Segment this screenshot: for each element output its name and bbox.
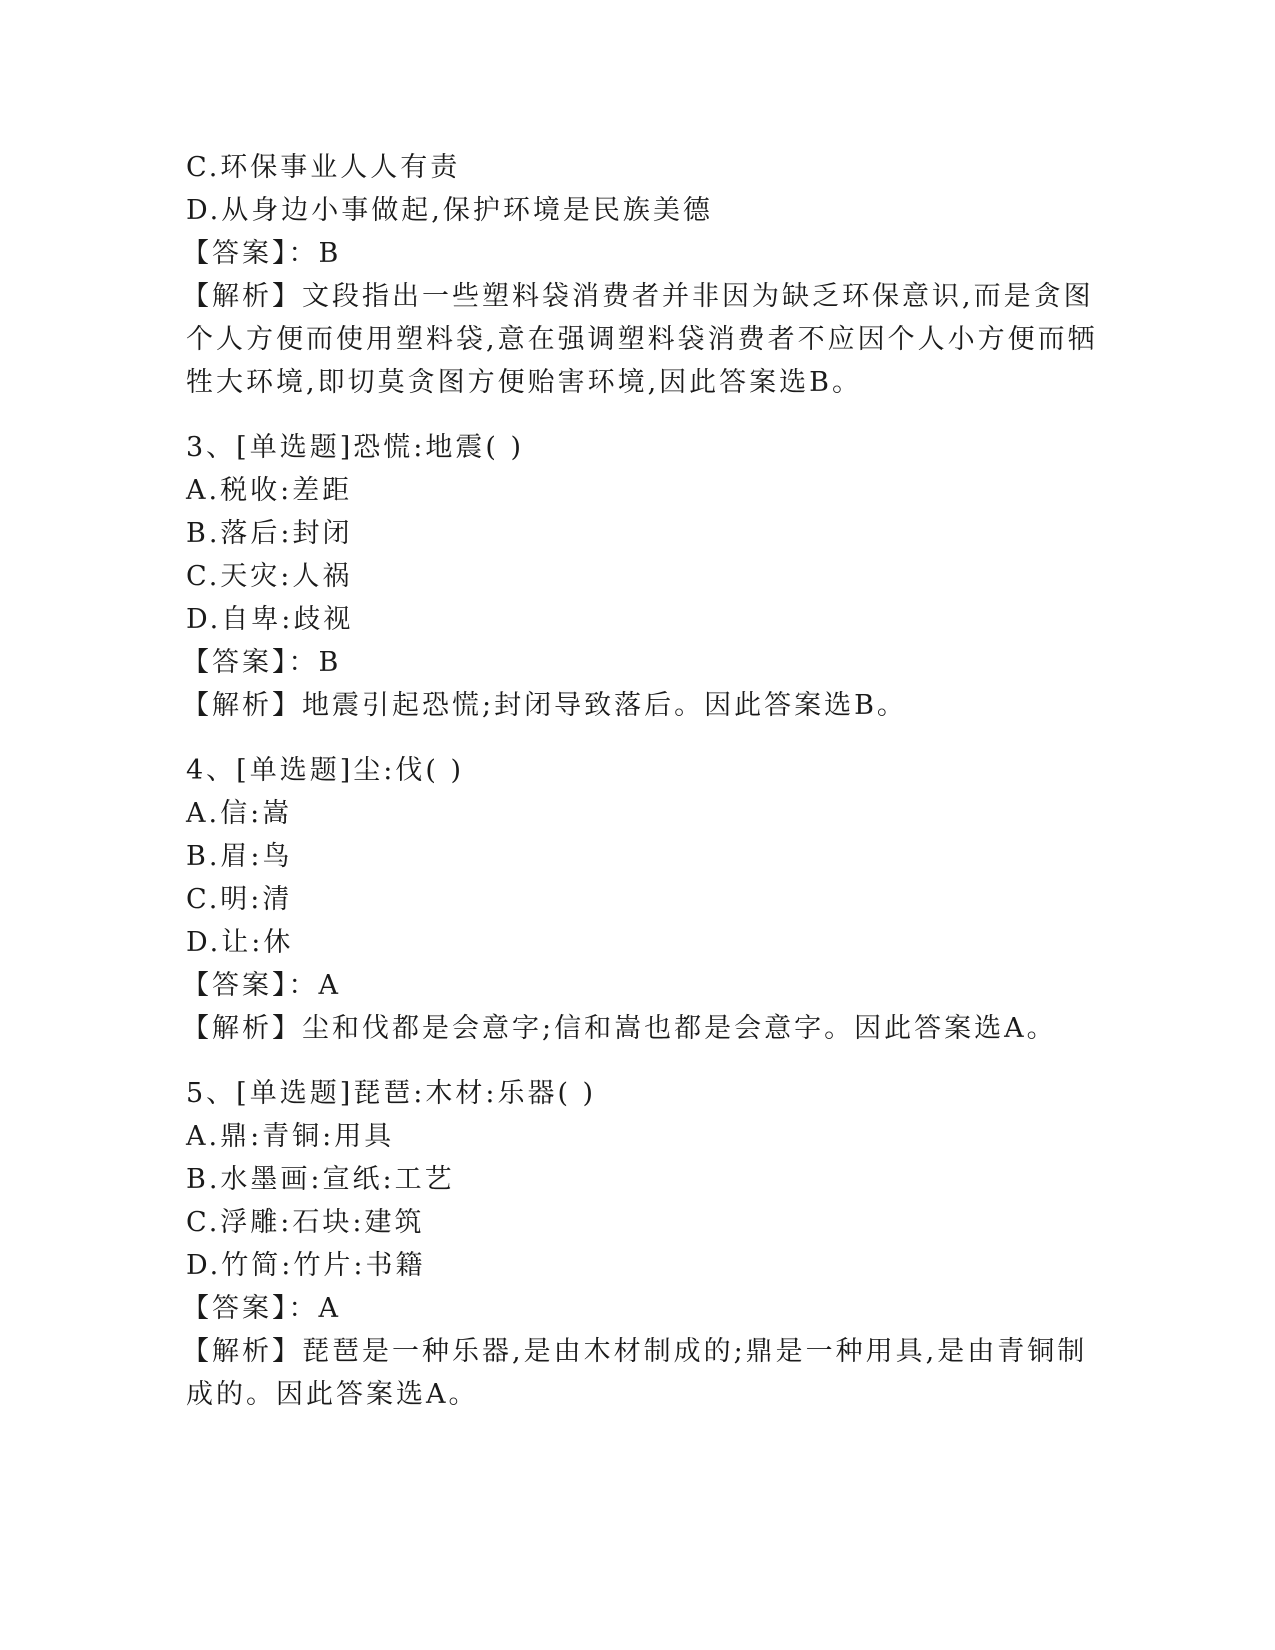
option-a: A.信:嵩 bbox=[186, 798, 293, 829]
question-5 bbox=[182, 1072, 1088, 1416]
option-c: C.浮雕:石块:建筑 bbox=[186, 1207, 425, 1238]
question-2-tail bbox=[182, 146, 1098, 404]
answer: 【答案】：A bbox=[182, 1293, 341, 1324]
spacer bbox=[186, 727, 1086, 749]
question-stem: 5、[单选题]琵琶:木材:乐器( ) bbox=[186, 1078, 597, 1109]
option-d: D.竹简:竹片:书籍 bbox=[186, 1250, 426, 1281]
analysis-line: 【解析】琵琶是一种乐器,是由木材制成的;鼎是一种用具,是由青铜制 bbox=[182, 1336, 1088, 1367]
option-b: B.落后:封闭 bbox=[186, 518, 353, 549]
analysis: 【解析】尘和伐都是会意字;信和嵩也都是会意字。因此答案选A。 bbox=[182, 1013, 1057, 1044]
analysis-line: 成的。因此答案选A。 bbox=[186, 1379, 479, 1410]
answer: 【答案】：B bbox=[182, 238, 342, 269]
option-d: D.让:休 bbox=[186, 927, 294, 958]
option-d: D.从身边小事做起,保护环境是民族美德 bbox=[186, 195, 713, 226]
analysis-line: 牲大环境,即切莫贪图方便贻害环境,因此答案选B。 bbox=[186, 367, 863, 398]
document-content bbox=[182, 146, 1098, 1416]
option-a: A.税收:差距 bbox=[186, 475, 353, 506]
option-b: B.眉:鸟 bbox=[186, 841, 293, 872]
option-c: C.环保事业人人有责 bbox=[186, 152, 461, 183]
option-c: C.天灾:人祸 bbox=[186, 561, 353, 592]
analysis-line: 【解析】文段指出一些塑料袋消费者并非因为缺乏环保意识,而是贪图 bbox=[182, 281, 1094, 312]
question-stem: 3、[单选题]恐慌:地震( ) bbox=[186, 432, 524, 463]
option-b: B.水墨画:宣纸:工艺 bbox=[186, 1164, 455, 1195]
answer: 【答案】：B bbox=[182, 647, 342, 678]
analysis-line: 个人方便而使用塑料袋,意在强调塑料袋消费者不应因个人小方便而牺 bbox=[186, 324, 1098, 355]
option-a: A.鼎:青铜:用具 bbox=[186, 1121, 395, 1152]
option-c: C.明:清 bbox=[186, 884, 293, 915]
question-stem: 4、[单选题]尘:伐( ) bbox=[186, 755, 464, 786]
question-3 bbox=[182, 426, 1086, 727]
option-d: D.自卑:歧视 bbox=[186, 604, 354, 635]
answer: 【答案】：A bbox=[182, 970, 341, 1001]
spacer bbox=[186, 404, 1086, 426]
spacer bbox=[186, 1050, 1086, 1072]
analysis: 【解析】地震引起恐慌;封闭导致落后。因此答案选B。 bbox=[182, 690, 907, 721]
question-4 bbox=[182, 749, 1086, 1050]
